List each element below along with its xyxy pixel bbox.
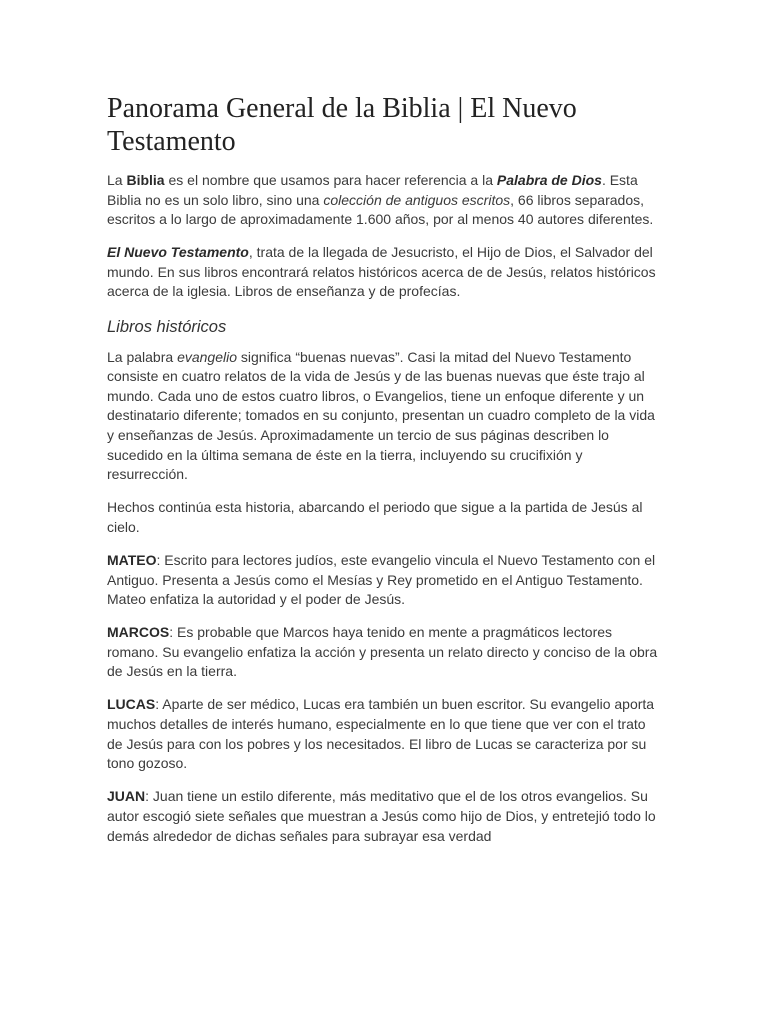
text-run: , trata de la llegada de Jesucristo, el Hijo de Dios, el Salvador del mundo. En sus libros encontrará relatos históricos acerca de de Jesús, relatos históricos acerca de la iglesia. Libros de enseñanza y de profecías.	[107, 244, 656, 300]
gospel-text: : Escrito para lectores judíos, este evangelio vincula el Nuevo Testamento con el Antiguo. Presenta a Jesús como el Mesías y Rey prometido en el Antiguo Testamento. Mateo enfatiza la autoridad y el poder de Jesús.	[107, 551, 656, 608]
gospel-text: : Juan tiene un estilo diferente, más meditativo que el de los otros evangelios. Su autor escogió siete señales que muestran a Jesús como hijo de Dios, y entretejió todo lo demás alrededor de dichas señales para subrayar esa verdad	[107, 788, 656, 844]
bold-term-biblia: Biblia	[126, 172, 165, 188]
text-run: La palabra	[107, 348, 178, 365]
intro-paragraph-2	[107, 243, 659, 302]
text-run: significa “buenas nuevas”. Casi la mitad del Nuevo Testamento consiste en cuatro relatos de la vida de Jesús y de las buenas nuevas que éste trajo al mundo. Cada uno de estos cuatro libros, o Evangelios, tiene un enfoque diferente y un destinatario diferente; tomados en su conjunto, presentan un cuadro completo de la vida y enseñanzas de Jesús. Aproximadamente un tercio de sus páginas describen lo sucedido en la última semana de éste en la tierra, incluyendo su crucifixión y resurrección.	[107, 348, 655, 483]
text-run: es el nombre que usamos para hacer referencia a la	[164, 172, 497, 188]
section-paragraph-1	[107, 348, 659, 485]
page-title: Panorama General de la Biblia | El Nuevo Testamento	[107, 93, 577, 157]
italic-term-evangelio: evangelio	[177, 348, 237, 365]
italic-term-coleccion: colección de antiguos escritos	[323, 191, 511, 208]
gospel-paragraph-lucas	[107, 695, 659, 773]
bold-italic-term-palabra-de-dios: Palabra de Dios	[496, 172, 602, 188]
bold-italic-term-nuevo-testamento: El Nuevo Testamento	[107, 244, 249, 261]
gospel-paragraph-marcos	[107, 623, 659, 682]
gospel-text: : Es probable que Marcos haya tenido en mente a pragmáticos lectores romano. Su evangelio enfatiza la acción y presenta un relato directo y conciso de la obra de Jesús en la tierra.	[107, 624, 658, 680]
gospel-name: MATEO	[107, 551, 157, 568]
section-heading: Libros históricos	[107, 317, 227, 336]
document-page	[107, 92, 659, 860]
gospel-name: MARCOS	[107, 624, 170, 641]
section-paragraph-2: Hechos continúa esta historia, abarcando el periodo que sigue a la partida de Jesús al cielo.	[107, 499, 643, 535]
gospel-name: JUAN	[107, 788, 146, 805]
gospel-paragraph-juan	[107, 787, 659, 846]
gospel-name: LUCAS	[107, 696, 156, 713]
text-run: . Esta Biblia no es un solo libro, sino una	[107, 172, 638, 208]
intro-paragraph-1	[107, 171, 659, 230]
text-run: , 66 libros separados, escritos a lo largo de aproximadamente 1.600 años, por al menos 40 autores diferentes.	[107, 191, 654, 228]
text-run: La	[107, 172, 127, 188]
gospel-text: : Aparte de ser médico, Lucas era también un buen escritor. Su evangelio aporta muchos detalles de interés humano, especialmente en lo que tiene que ver con el trato de Jesús para con los pobres y los necesitados. El libro de Lucas se caracteriza por su tono gozoso.	[107, 696, 655, 772]
gospel-paragraph-mateo	[107, 551, 659, 610]
